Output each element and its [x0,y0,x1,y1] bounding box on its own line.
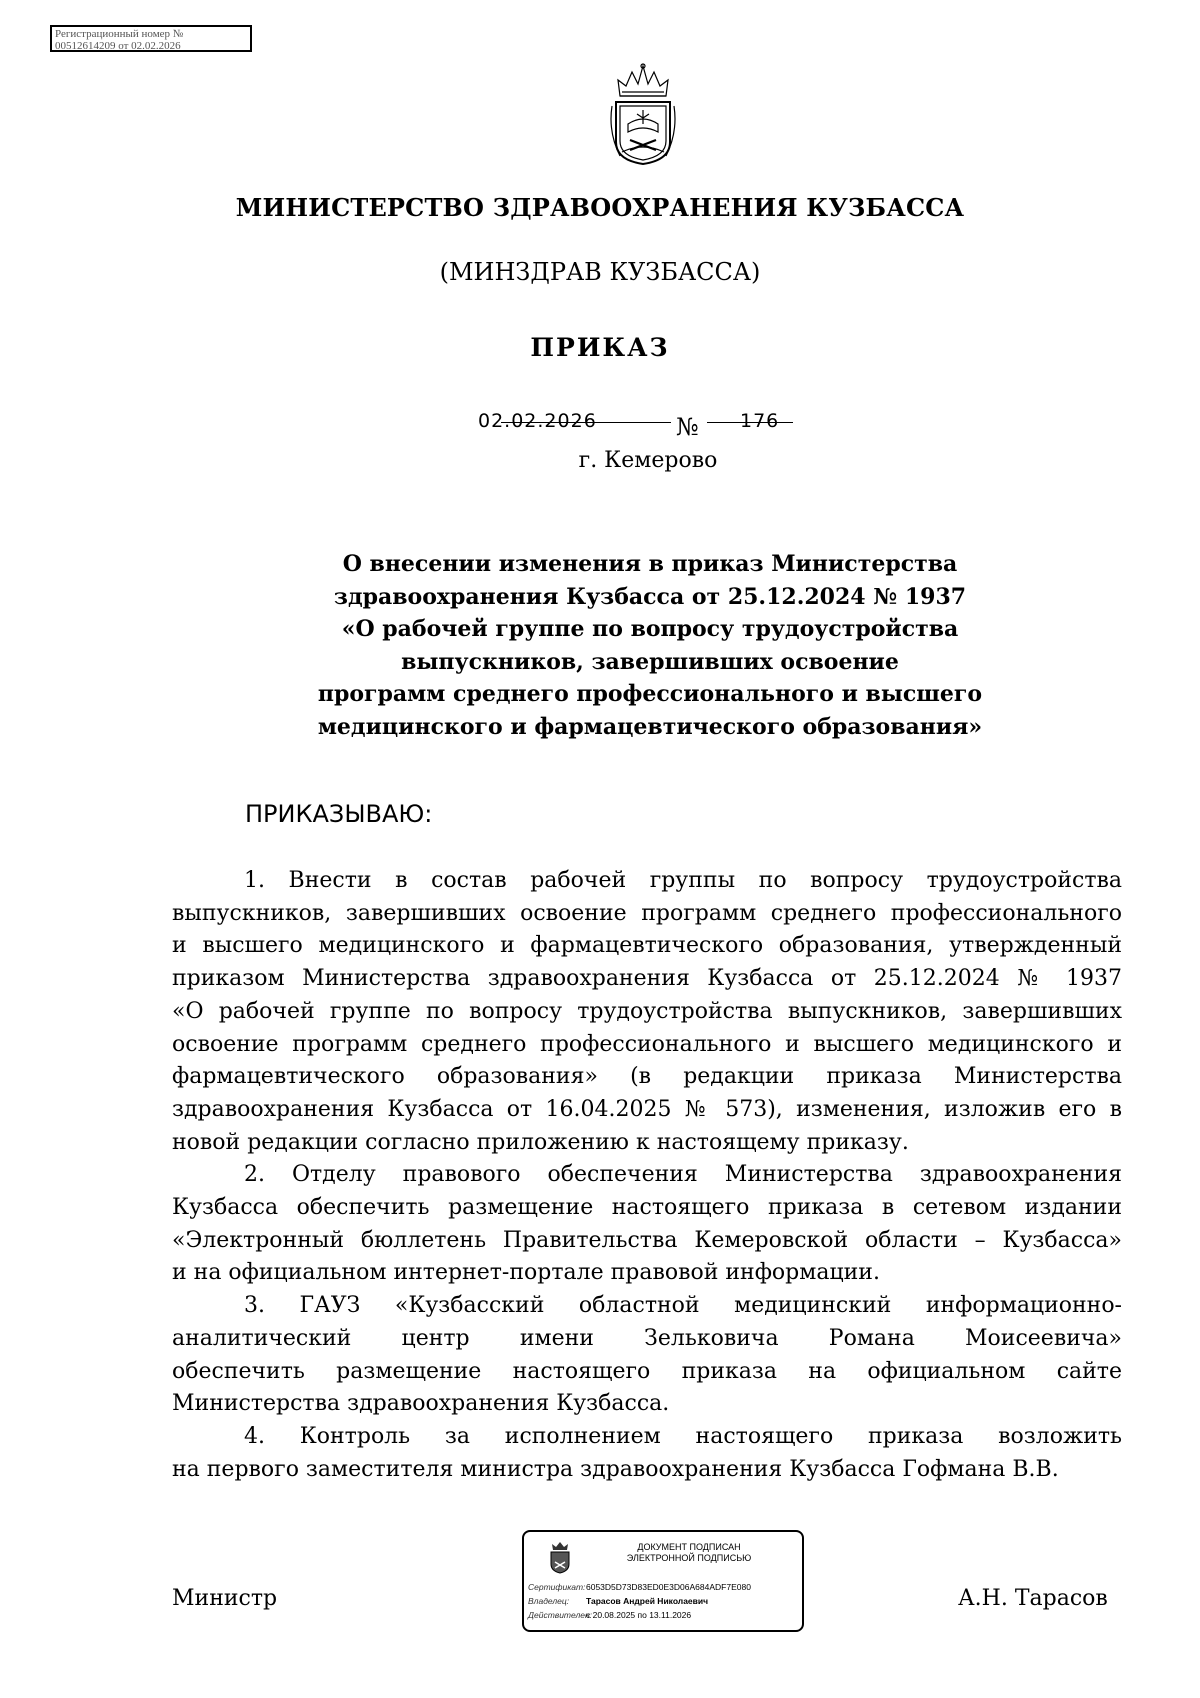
paragraph-line: аналитический центр имени Зельковича Романа Моисеевича» [172,1325,1122,1351]
title-line: выпускников, завершивших освоение [401,648,899,675]
paragraph-line: здравоохранения Кузбасса от 16.04.2025 № 573), изменения, изложив его в [172,1096,1122,1122]
paragraph-4 [172,1421,1122,1486]
signatory-name: А.Н. Тарасов [958,1586,1108,1611]
paragraph-line: Министерства здравоохранения Кузбасса. [172,1391,670,1417]
order-body [172,865,1122,1486]
paragraph-line: фармацевтического образования» (в редакции приказа Министерства [172,1064,1122,1090]
stamp-title [584,1542,794,1564]
validity-value: с 20.08.2025 по 13.11.2026 [586,1610,692,1620]
owner-value: Тарасов Андрей Николаевич [586,1596,709,1606]
paragraph-line: 3. ГАУЗ «Кузбасский областной медицинский информационно- [244,1293,1122,1319]
paragraph-line: обеспечить размещение настоящего приказа на официальном сайте [172,1358,1122,1384]
kuzbass-coat-of-arms-icon [606,62,680,166]
number-sign: № [676,413,699,441]
order-number: 176 [740,410,780,432]
signatory-role: Министр [172,1586,278,1611]
paragraph-line: Кузбасса обеспечить размещение настоящего приказа в сетевом издании [172,1195,1122,1221]
electronic-signature-stamp [522,1530,804,1632]
stamp-emblem-icon [548,1542,572,1574]
order-title [270,548,1030,744]
date-underline [501,422,671,423]
paragraph-line: 2. Отделу правового обеспечения Министерства здравоохранения [244,1162,1122,1188]
title-line: «О рабочей группе по вопросу трудоустройства [341,616,959,643]
validity-label: Действителен: [528,1610,593,1620]
paragraph-1 [172,865,1122,1159]
title-line: О внесении изменения в приказ Министерства [342,551,958,577]
registration-line-1: Регистрационный номер № [55,28,184,40]
paragraph-line: на первого заместителя министра здравоохранения Кузбасса Гофмана В.В. [172,1456,1059,1482]
paragraph-line: приказом Министерства здравоохранения Кузбасса от 25.12.2024 № 1937 [172,966,1122,992]
stamp-title-line: ЭЛЕКТРОННОЙ ПОДПИСЬЮ [626,1553,752,1563]
stamp-title-line: ДОКУМЕНТ ПОДПИСАН [637,1542,741,1552]
title-line: здравоохранения Кузбасса от 25.12.2024 № 1937 [333,583,967,610]
paragraph-line: и на официальном интернет-портале правовой информации. [172,1260,880,1286]
number-underline [707,422,793,423]
document-type: ПРИКАЗ [530,333,670,362]
paragraph-line: «О рабочей группе по вопросу трудоустройства выпускников, завершивших [172,998,1122,1024]
stamp-certificate-row [528,1582,751,1592]
ministry-name: МИНИСТЕРСТВО ЗДРАВООХРАНЕНИЯ КУЗБАССА [235,193,965,222]
paragraph-line: новой редакции согласно приложению к настоящему приказу. [172,1129,909,1155]
paragraph-line: 1. Внести в состав рабочей группы по вопросу трудоустройства [244,868,1122,893]
city: г. Кемерово [578,448,718,473]
stamp-validity-row [528,1610,691,1620]
paragraph-2 [172,1159,1122,1290]
stamp-owner-row [528,1596,708,1606]
paragraph-line: 4. Контроль за исполнением настоящего приказа возложить [244,1423,1122,1449]
registration-line-2: 00512614209 от 02.02.2026 [55,40,181,52]
paragraph-line: «Электронный бюллетень Правительства Кемеровской области – Кузбасса» [172,1227,1122,1253]
order-date: 02.02.2026 [478,410,597,432]
owner-label: Владелец: [528,1596,570,1606]
registration-box [50,25,252,52]
order-word: ПРИКАЗЫВАЮ: [245,800,433,828]
title-line: программ среднего профессионального и высшего [317,681,983,708]
paragraph-line: и высшего медицинского и фармацевтического образования, утвержденный [172,933,1122,959]
title-line: медицинского и фармацевтического образования» [317,713,983,740]
certificate-label: Сертификат: [528,1582,586,1592]
paragraph-3 [172,1290,1122,1421]
paragraph-line: освоение программ среднего профессионального и высшего медицинского и [172,1031,1122,1057]
ministry-short-name: (МИНЗДРАВ КУЗБАССА) [439,258,761,286]
certificate-value: 6053D5D73D83ED0E3D06A684ADF7E080 [586,1582,751,1592]
paragraph-line: выпускников, завершивших освоение программ среднего профессионального [172,900,1122,926]
